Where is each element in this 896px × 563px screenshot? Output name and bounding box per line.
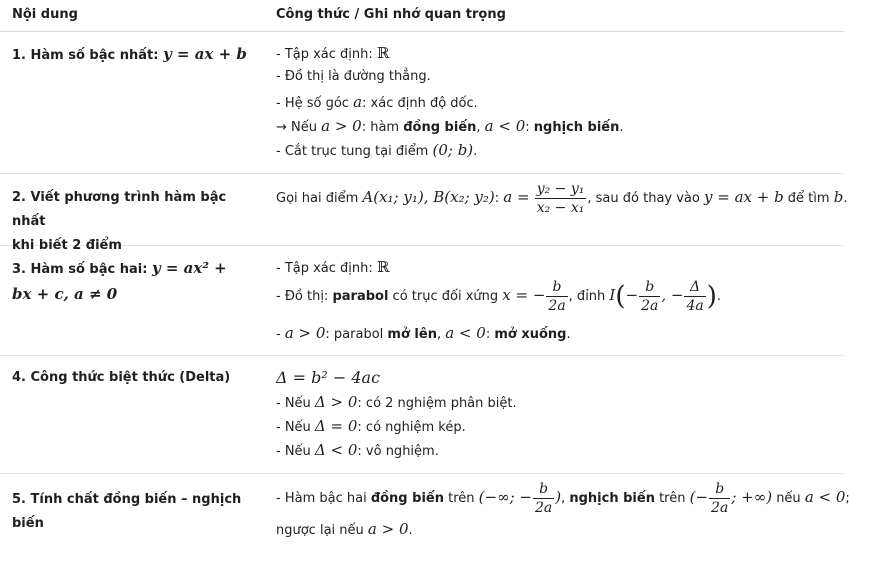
list-item: - Nếu Δ = 0: có nghiệm kép.: [276, 417, 466, 435]
list-item: - Nếu Δ < 0: vô nghiệm.: [276, 441, 439, 459]
table-row: [0, 32, 844, 174]
table-row: [0, 474, 850, 559]
row-title: 3. Hàm số bậc hai: y = ax² + bx + c, a ≠ 0: [12, 259, 227, 303]
row-title: 2. Viết phương trình hàm bậc nhất khi biết 2 điểm: [12, 190, 227, 253]
list-item: - Hàm bậc hai đồng biến trên (−∞; − $\frac{b}{2a}$ ), nghịch biến trên (− $\frac{b}{2a}$ ; +∞) nếu a < 0;: [276, 481, 850, 516]
list-item: - a > 0: parabol mở lên, a < 0: mở xuống.: [276, 324, 571, 342]
row-title: 5. Tính chất đồng biến – nghịch biến: [12, 492, 242, 531]
fraction: $\frac{b}{2a}$: [548, 279, 566, 314]
list-item: - Tập xác định: ℝ: [276, 44, 390, 62]
fraction: $\frac{b}{2a}$: [711, 481, 729, 516]
list-item: - Đồ thị là đường thẳng.: [276, 69, 431, 84]
fraction: $\frac{\text{y₂ − y₁}}{\text{x₂ − x₁}}$: [536, 181, 585, 216]
list-item: → Nếu a > 0: hàm đồng biến, a < 0: nghịch biến.: [276, 117, 624, 135]
list-item: - Hệ số góc a: xác định độ dốc.: [276, 93, 478, 111]
list-item: - Nếu Δ > 0: có 2 nghiệm phân biệt.: [276, 393, 517, 411]
row-title: 4. Công thức biệt thức (Delta): [12, 370, 231, 385]
list-item: - Cắt trục tung tại điểm (0; b).: [276, 141, 478, 159]
table-row: [0, 356, 844, 474]
fraction: $\frac{b}{2a}$: [641, 279, 659, 314]
list-item: - Tập xác định: ℝ: [276, 258, 390, 276]
list-item: Δ = b² − 4ac: [276, 368, 381, 387]
list-item: ngược lại nếu a > 0.: [276, 520, 413, 538]
fraction: $\frac{b}{2a}$: [534, 481, 553, 516]
list-item: Gọi hai điểm A(x₁; y₁), B(x₂; y₂): a = $\frac{\text{y₂ − y₁}}{\text{x₂ − x₁}}$ , sau đó thay vào y = ax + b để tìm b.: [276, 181, 848, 216]
header-formula: Công thức / Ghi nhớ quan trọng: [276, 7, 506, 22]
table-row: [0, 174, 848, 253]
row-title: 1. Hàm số bậc nhất: y = ax + b: [12, 45, 247, 63]
list-item: - Đồ thị: parabol có trục đối xứng x = − $\frac{b}{2a}$ , đỉnh I(− $\frac{b}{2a}$ , − $\frac{\Delta}{4a}$ ).: [276, 279, 722, 314]
table-header: [0, 0, 844, 32]
table-row: [0, 246, 844, 356]
fraction: $\frac{\Delta}{4a}$: [686, 279, 704, 314]
header-content: Nội dung: [12, 7, 78, 22]
